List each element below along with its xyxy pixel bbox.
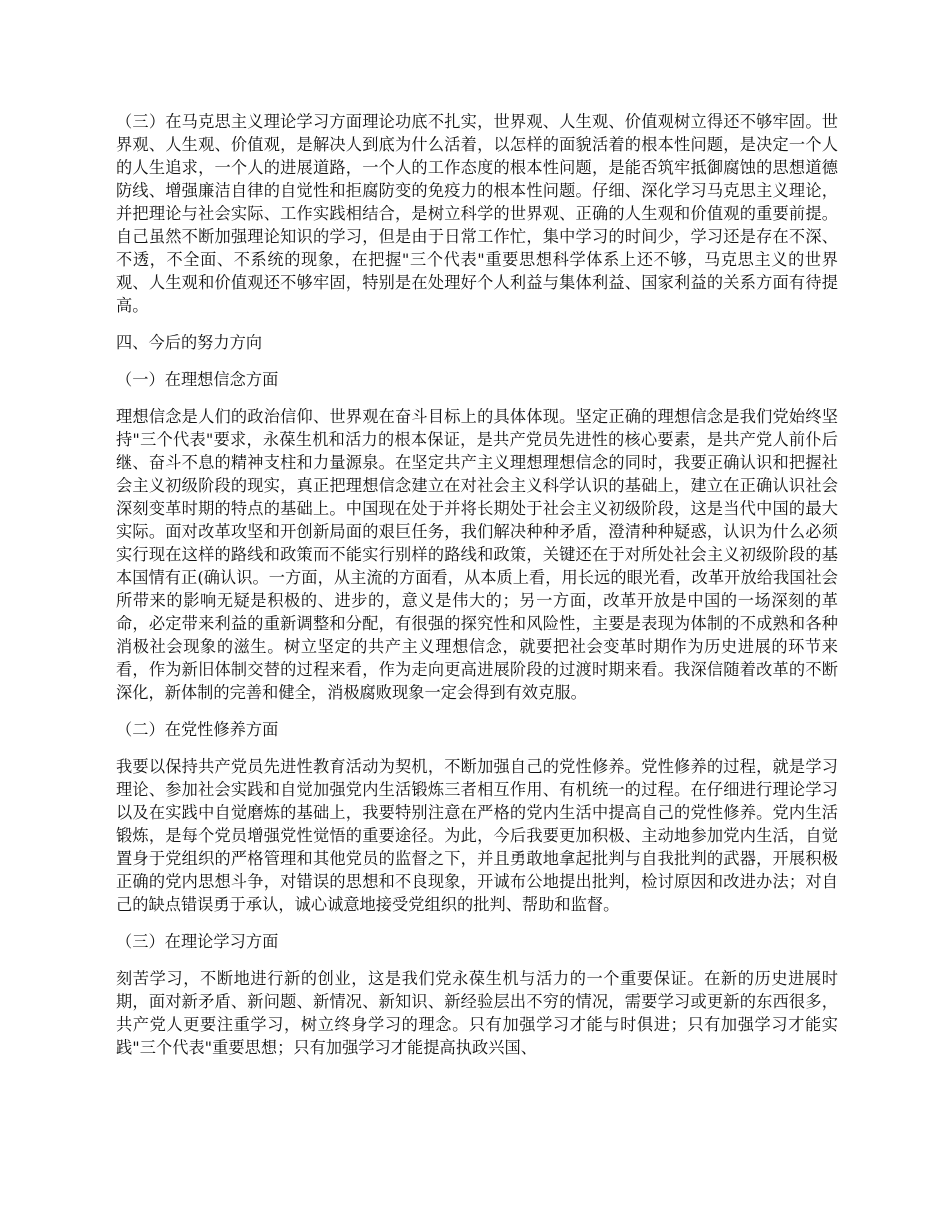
subheading-ideals-beliefs: （一）在理想信念方面 xyxy=(116,370,279,389)
subheading-theory-study: （三）在理论学习方面 xyxy=(116,932,279,951)
paragraph-theory-study: 刻苦学习，不断地进行新的创业，这是我们党永葆生机与活力的一个重要保证。在新的历史进展时期，面对新矛盾、新问题、新情况、新知识、新经验层出不穷的情况，需要学习或更新的东西很多，共产党人更要注重学习，树立终身学习的理念。只有加强学习才能与时俱进；只有加强学习才能实践"三个代表"重要思想；只有加强学习才能提高执政兴国、 xyxy=(116,969,838,1057)
section-heading-future-direction: 四、今后的努力方向 xyxy=(116,333,263,352)
paragraph-ideals-beliefs: 理想信念是人们的政治信仰、世界观在奋斗目标上的具体体现。坚定正确的理想信念是我们党始终坚持"三个代表"要求，永葆生机和活力的根本保证，是共产党员先进性的核心要素，是共产党人前仆后继、奋斗不息的精神支柱和力量源泉。在坚定共产主义理想理想信念的同时，我要正确认识和把握社会主义初级阶段的现实，真正把理想信念建立在对社会主义科学认识的基础上，建立在正确认识社会深刻变革时期的特点的基础上。中国现在处于并将长期处于社会主义初级阶段，这是当代中国的最大实际。面对改革攻坚和开创新局面的艰巨任务，我们解决种种矛盾，澄清种种疑惑，认识为什么必须实行现在这样的路线和政策而不能实行别样的路线和政策，关键还在于对所处社会主义初级阶段的基本国情有正(确认识。一方面，从主流的方面看，从本质上看，用长远的眼光看，改革开放给我国社会所带来的影响无疑是积极的、进步的，意义是伟大的；另一方面，改革开放是中国的一场深刻的革命，必定带来利益的重新调整和分配，有很强的探究性和风险性，主要是表现为体制的不成熟和各种消极社会现象的滋生。树立坚定的共产主义理想信念，就要把社会变革时期作为历史进展的环节来看，作为新旧体制交替的过程来看，作为走向更高进展阶段的过渡时期来看。我深信随着改革的不断深化，新体制的完善和健全，消极腐败现象一定会得到有效克服。 xyxy=(116,407,838,702)
subheading-party-cultivation: （二）在党性修养方面 xyxy=(116,720,279,739)
paragraph-party-cultivation: 我要以保持共产党员先进性教育活动为契机，不断加强自己的党性修养。党性修养的过程，就是学习理论、参加社会实践和自觉加强党内生活锻炼三者相互作用、有机统一的过程。在仔细进行理论学习以及在实践中自觉磨炼的基础上，我要特别注意在严格的党内生活中提高自己的党性修养。党内生活锻炼，是每个党员增强党性觉悟的重要途径。为此，今后我要更加积极、主动地参加党内生活，自觉置身于党组织的严格管理和其他党员的监督之下，并且勇敢地拿起批判与自我批判的武器，开展积极正确的党内思想斗争，对错误的思想和不良现象，开诚布公地提出批判，检讨原因和改进办法；对自己的缺点错误勇于承认，诚心诚意地接受党组织的批判、帮助和监督。 xyxy=(116,757,838,914)
paragraph-theory-study-shortcoming: （三）在马克思主义理论学习方面理论功底不扎实，世界观、人生观、价值观树立得还不够牢固。世界观、人生观、价值观，是解决人到底为什么活着，以怎样的面貌活着的根本性问题，是决定一个人的人生追求，一个人的进展道路，一个人的工作态度的根本性问题，是能否筑牢抵御腐蚀的思想道德防线、增强廉洁自律的自觉性和拒腐防变的免疫力的根本性问题。仔细、深化学习马克思主义理论，并把理论与社会实际、工作实践相结合，是树立科学的世界观、正确的人生观和价值观的重要前提。自己虽然不断加强理论知识的学习，但是由于日常工作忙，集中学习的时间少，学习还是存在不深、不透，不全面、不系统的现象，在把握"三个代表"重要思想科学体系上还不够，马克思主义的世界观、人生观和价值观还不够牢固，特别是在处理好个人利益与集体利益、国家利益的关系方面有待提高。 xyxy=(116,112,838,315)
